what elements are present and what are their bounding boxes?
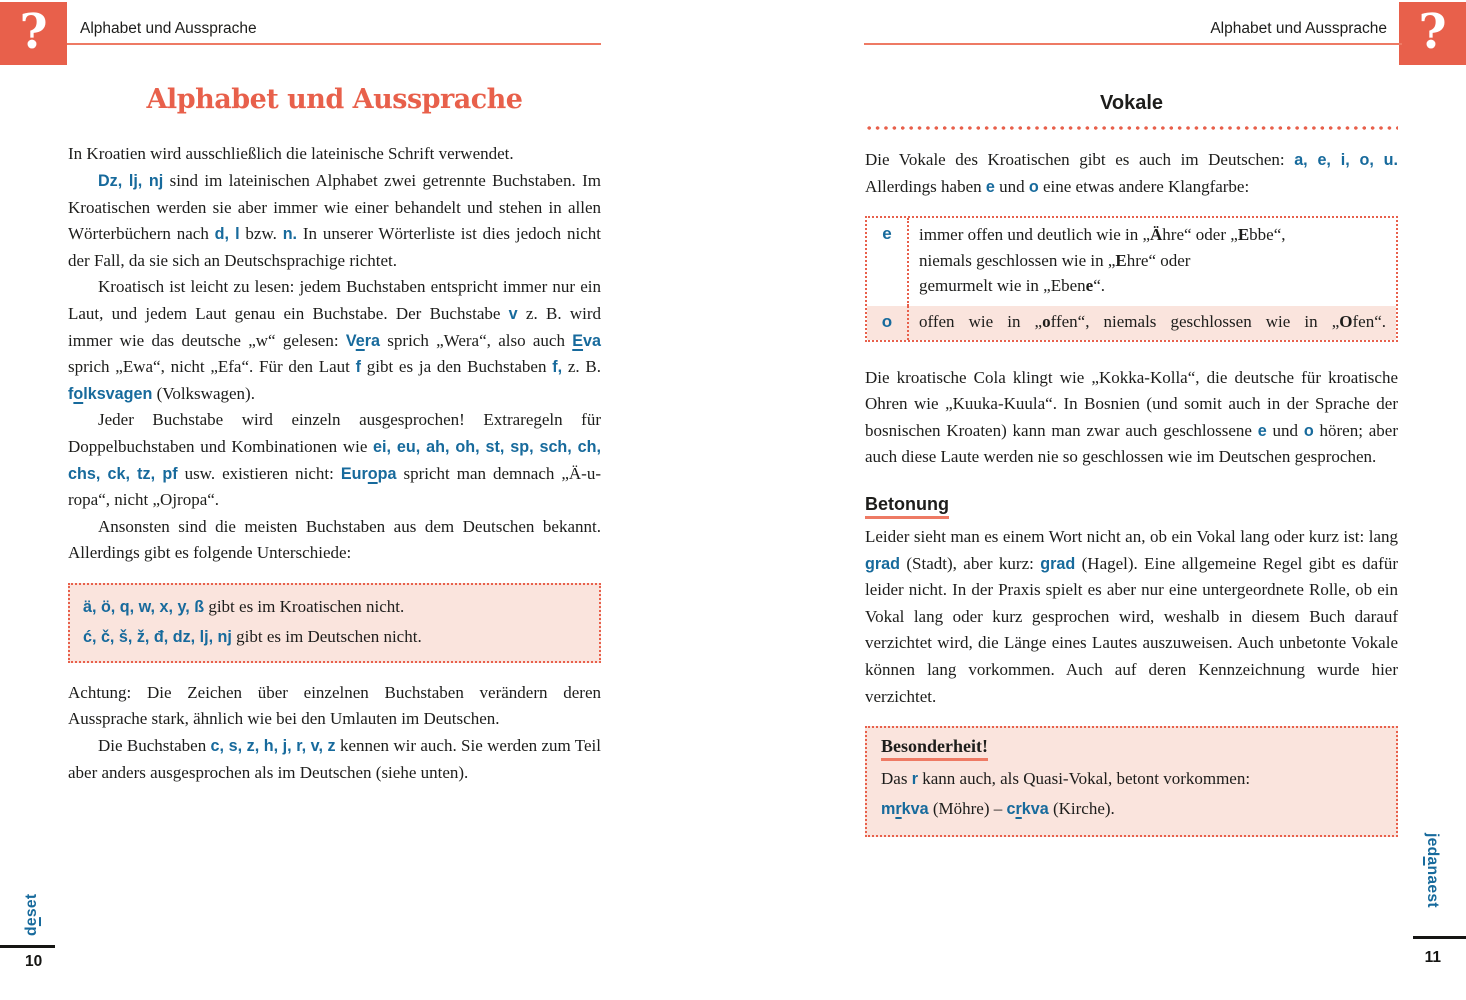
running-header-left: Alphabet und Aussprache xyxy=(80,20,257,37)
right-page xyxy=(865,84,1398,837)
page-number-right: 11 xyxy=(1424,949,1441,966)
vowel-row-e xyxy=(867,218,1396,306)
paragraph: Dz, lj, nj sind im lateinischen Alphabet zwei getrennte Buchstaben. Im Kroatischen werden sie aber immer wie einer behandelt und stehen in allen Wörterbüchern nach d, l bzw. n. In unserer Wörterliste ist dies jedoch nicht der Fall, da sie sich an Deutschsprachige richtet. xyxy=(68,170,601,270)
box-line: ć, č, š, ž, đ, dz, lj, nj gibt es im Deutschen nicht. xyxy=(83,626,422,646)
paragraph: Die Vokale des Kroatischen gibt es auch im Deutschen: a, e, i, o, u. Allerdings haben e und o eine etwas andere Klangfarbe: xyxy=(865,150,1398,196)
left-page xyxy=(68,84,601,786)
page-number-left: 10 xyxy=(25,953,43,970)
besonderheit-box xyxy=(865,726,1398,837)
paragraph: Ansonsten sind die meisten Buchstaben aus dem Deutschen bekannt. Allerdings gibt es folgende Unterschiede: xyxy=(68,516,601,563)
question-badge-left xyxy=(0,2,67,65)
header-rule-left xyxy=(67,43,601,45)
section-title: Vokale xyxy=(1100,92,1163,114)
paragraph: Kroatisch ist leicht zu lesen: jedem Buchstaben entspricht immer nur ein Laut, und jedem Laut genau ein Buchstabe. Der Buchstabe v z. B. wird immer wie das deutsche „w“ gelesen: Vera sprich „Wera“, also auch Eva sprich „Ewa“, nicht „Efa“. Für den Laut f gibt es ja den Buchstaben f, z. B. folksvagen (Volkswagen). xyxy=(68,277,601,403)
folio-rule-left xyxy=(0,945,55,948)
table-line: immer offen und deutlich wie in „Ähre“ oder „Ebbe“, xyxy=(919,225,1286,245)
margin-number-word-deset: deset xyxy=(23,893,40,936)
question-mark-icon: ? xyxy=(1418,3,1447,60)
vowel-letter: o xyxy=(881,311,893,331)
box-line: mrkva (Möhre) – crkva (Kirche). xyxy=(881,799,1115,819)
vowel-row-o xyxy=(867,306,1396,340)
paragraph: Leider sieht man es einem Wort nicht an, ob ein Vokal lang oder kurz ist: lang grad (Stadt), aber kurz: grad (Hagel). Eine allgemeine Regel gibt es dafür leider nicht. In der Praxis spielt es aber nur eine untergeordnete Rolle, ob ein Vokal lang oder kurz gesprochen wird, weshalb in diesem Buch darauf verzichtet wird, die Länge eines Lautes auszuweisen. Auch unbetonte Vokale können lang vorkommen. Auch auf deren Kennzeichnung wurde hier verzichtet. xyxy=(865,527,1398,706)
table-line: offen wie in „offen“, niemals geschlossen wie in „Ofen“. xyxy=(919,311,1386,331)
alphabet-difference-box xyxy=(68,583,601,663)
vowel-letter: e xyxy=(882,224,892,244)
running-header-right: Alphabet und Aussprache xyxy=(1210,20,1387,37)
folio-rule-right xyxy=(1413,936,1466,939)
besonderheit-heading: Besonderheit! xyxy=(881,736,988,761)
question-badge-right xyxy=(1399,2,1466,65)
chapter-title: Alphabet und Aussprache xyxy=(146,84,523,115)
paragraph: Die Buchstaben c, s, z, h, j, r, v, z kennen wir auch. Sie werden zum Teil aber anders ausgesprochen als im Deutschen (siehe unten). xyxy=(68,736,601,782)
paragraph: Achtung: Die Zeichen über einzelnen Buchstaben verändern deren Aussprache stark, ähnlich wie bei den Umlauten im Deutschen. xyxy=(68,682,601,729)
left-page-body xyxy=(68,141,601,786)
paragraph: In Kroatien wird ausschließlich die lateinische Schrift verwendet. xyxy=(68,144,514,164)
table-line: gemurmelt wie in „Ebene“. xyxy=(919,276,1105,296)
paragraph: Jeder Buchstabe wird einzeln ausgesprochen! Extraregeln für Doppelbuchstaben und Kombinationen wie ei, eu, ah, oh, st, sp, sch, ch, chs, ck, tz, pf usw. existieren nicht: Europa spricht man demnach „Ä-u-ropa“, nicht „Ojropa“. xyxy=(68,410,601,510)
betonung-heading: Betonung xyxy=(865,494,949,519)
vowel-description xyxy=(907,218,1396,306)
margin-number-word-jedanaest: jedanaest xyxy=(1424,833,1441,908)
paragraph: Die kroatische Cola klingt wie „Kokka-Kolla“, die deutsche für kroatische Ohren wie „Kuuka-Kuula“. In Bosnien (und somit auch in der Sprache der bosnischen Kroaten) kann man zwar auch geschlossene e und o hören; aber auch diese Laute werden nie so geschlossen wie im Deutschen gesprochen. xyxy=(865,367,1399,467)
box-line: ä, ö, q, w, x, y, ß gibt es im Kroatischen nicht. xyxy=(83,596,405,616)
vowel-table xyxy=(865,216,1398,342)
left-page-body-continued xyxy=(68,680,601,786)
vowel-description xyxy=(907,306,1396,340)
header-rule-right xyxy=(864,43,1402,45)
question-mark-icon: ? xyxy=(19,3,48,60)
table-line: niemals geschlossen wie in „Ehre“ oder xyxy=(919,250,1191,270)
box-line: Das r kann auch, als Quasi-Vokal, betont vorkommen: xyxy=(881,769,1251,789)
dotted-divider xyxy=(865,125,1398,131)
